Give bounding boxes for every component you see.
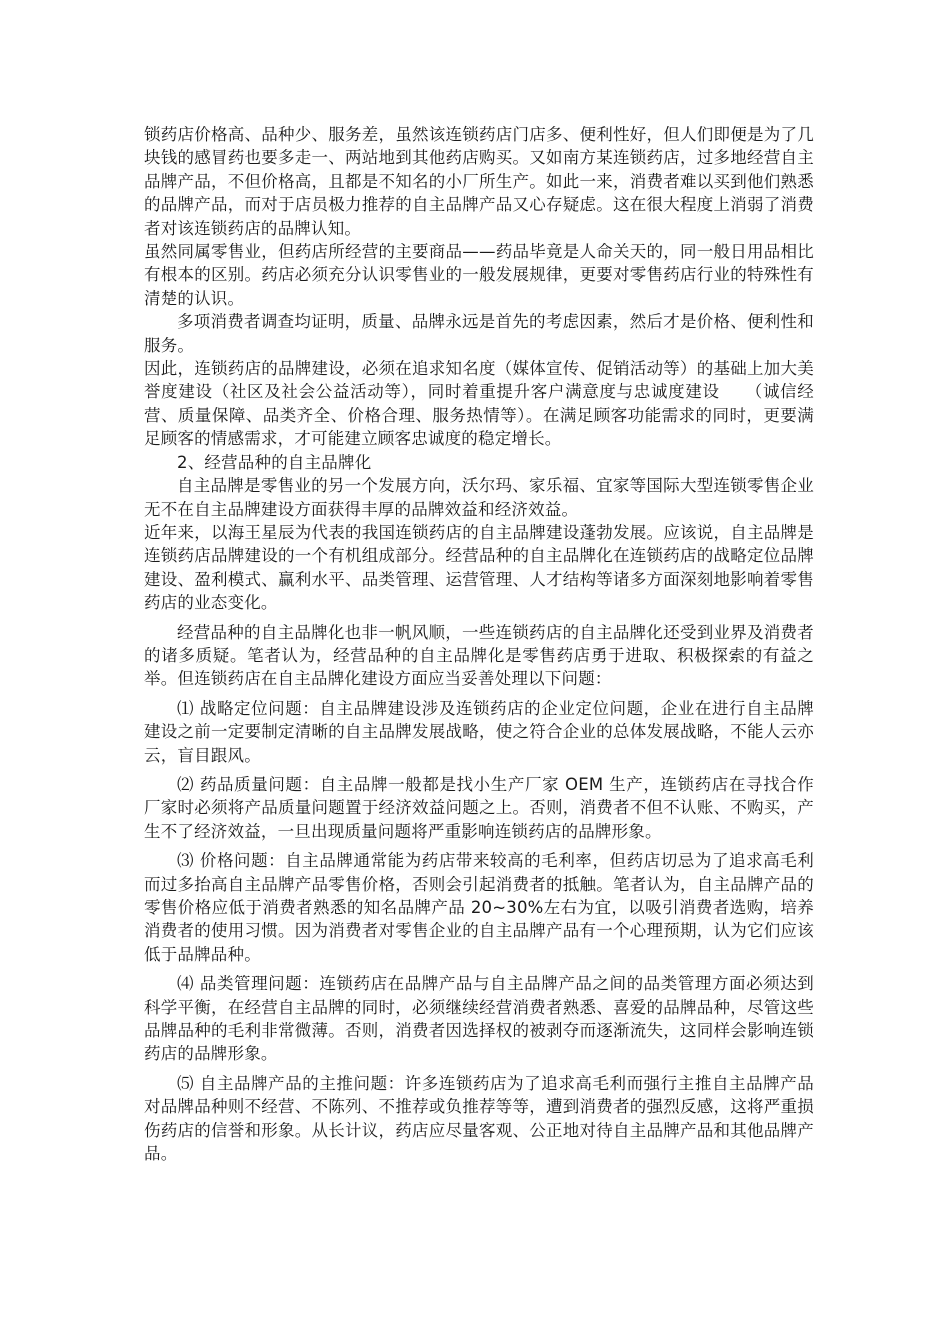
list-item-5: ⑸ 自主品牌产品的主推问题：许多连锁药店为了追求高毛利而强行主推自主品牌产品对品牌品种则不经营、不陈列、不推荐或负推荐等等，遭到消费者的强烈反感，这将严重损伤药店的信誉和形象。从长计议，药店应尽量客观、公正地对待自主品牌产品和其他品牌产品。 xyxy=(144,1073,814,1164)
section-heading: 2、经营品种的自主品牌化 xyxy=(177,452,372,472)
paragraph-2: 虽然同属零售业，但药店所经营的主要商品——药品毕竟是人命关天的，同一般日用品相比有根本的区别。药店必须充分认识零售业的一般发展规律，更要对零售药店行业的特殊性有清楚的认识。 xyxy=(144,242,814,308)
document-body xyxy=(144,123,814,1165)
list-item-3: ⑶ 价格问题：自主品牌通常能为药店带来较高的毛利率，但药店切忌为了追求高毛利而过多抬高自主品牌产品零售价格，否则会引起消费者的抵触。笔者认为，自主品牌产品的零售价格应低于消费者熟悉的知名品牌产品 20~30%左右为宜，以吸引消费者选购，培养消费者的使用习惯。因为消费者对零售企业的自主品牌产品有一个心理预期，认为它们应该低于品牌品种。 xyxy=(144,851,814,964)
list-item-1: ⑴ 战略定位问题：自主品牌建设涉及连锁药店的企业定位问题，企业在进行自主品牌建设之前一定要制定清晰的自主品牌发展战略，使之符合企业的总体发展战略，不能人云亦云，盲目跟风。 xyxy=(144,698,814,765)
paragraph-1: 锁药店价格高、品种少、服务差，虽然该连锁药店门店多、便利性好，但人们即便是为了几块钱的感冒药也要多走一、两站地到其他药店购买。又如南方某连锁药店，过多地经营自主品牌产品，不但价格高，且都是不知名的小厂所生产。如此一来，消费者难以买到他们熟悉的品牌产品，而对于店员极力推荐的自主品牌产品又心存疑虑。这在很大程度上消弱了消费者对该连锁药店的品牌认知。 xyxy=(144,125,814,238)
list-item-4: ⑷ 品类管理问题：连锁药店在品牌产品与自主品牌产品之间的品类管理方面必须达到科学平衡，在经营自主品牌的同时，必须继续经营消费者熟悉、喜爱的品牌品种，尽管这些品牌品种的毛利非常微薄。否则，消费者因选择权的被剥夺而逐渐流失，这同样会影响连锁药店的品牌形象。 xyxy=(144,974,814,1064)
paragraph-3: 多项消费者调查均证明，质量、品牌永远是首先的考虑因素，然后才是价格、便利性和服务。 xyxy=(144,312,814,355)
paragraph-6: 近年来，以海王星辰为代表的我国连锁药店的自主品牌建设蓬勃发展。应该说，自主品牌是连锁药店品牌建设的一个有机组成部分。经营品种的自主品牌化在连锁药店的战略定位品牌建设、盈利模式、赢利水平、品类管理、运营管理、人才结构等诸多方面深刻地影响着零售药店的业态变化。 xyxy=(144,522,814,613)
list-item-2: ⑵ 药品质量问题：自主品牌一般都是找小生产厂家 OEM 生产，连锁药店在寻找合作厂家时必须将产品质量问题置于经济效益问题之上。否则，消费者不但不认账、不购买，产生不了经济效益，一旦出现质量问题将严重影响连锁药店的品牌形象。 xyxy=(144,774,814,841)
paragraph-7: 经营品种的自主品牌化也非一帆风顺，一些连锁药店的自主品牌化还受到业界及消费者的诸多质疑。笔者认为，经营品种的自主品牌化是零售药店勇于进取、积极探索的有益之举。但连锁药店在自主品牌化建设方面应当妥善处理以下问题： xyxy=(144,622,814,689)
paragraph-4: 因此，连锁药店的品牌建设，必须在追求知名度（媒体宣传、促销活动等）的基础上加大美誉度建设（社区及社会公益活动等），同时着重提升客户满意度与忠诚度建设 （诚信经营、质量保障、品类齐全、价格合理、服务热情等）。在满足顾客功能需求的同时，更要满足顾客的情感需求，才可能建立顾客忠诚度的稳定增长。 xyxy=(144,359,814,449)
paragraph-5: 自主品牌是零售业的另一个发展方向，沃尔玛、家乐福、宜家等国际大型连锁零售企业无不在自主品牌建设方面获得丰厚的品牌效益和经济效益。 xyxy=(144,476,814,519)
